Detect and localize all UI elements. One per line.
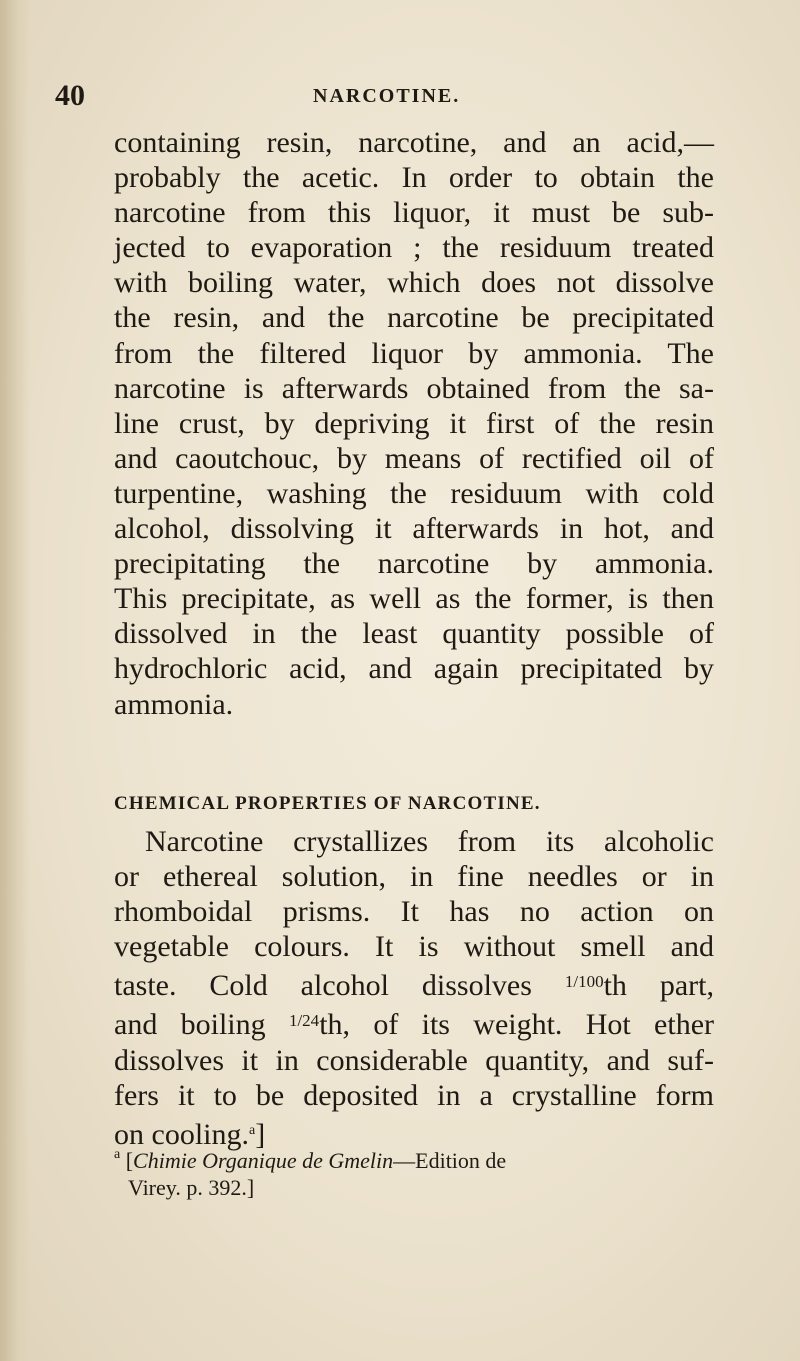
text-line: line crust, by depriving it first of the resin [114,406,714,440]
text-line: the resin, and the narcotine be precipitated [114,301,714,335]
footnote-open-bracket: [ [125,1148,134,1173]
fraction-one-hundredth: 1/100 [564,972,604,992]
paragraph-1 [114,125,714,722]
text-line-with-fraction [114,1003,714,1042]
running-head [55,79,755,119]
running-title: NARCOTINE. [313,85,461,107]
footnote-work-title: Chimie Organique de Gmelin [133,1148,394,1173]
text-fragment: and boiling [114,1008,266,1042]
page-number: 40 [55,79,85,112]
footnote-line [114,1141,764,1174]
section-heading: CHEMICAL PROPERTIES OF NARCOTINE. [114,793,541,814]
fraction-one-twenty-fourth: 1/24 [288,1011,320,1031]
text-line: jected to evaporation ; the residuum treated [114,231,714,265]
footnote-marker: a [114,1147,121,1162]
text-line: This precipitate, as well as the former, is then [114,582,714,616]
text-line: turpentine, washing the residuum with cold [114,476,714,510]
text-line: dissolves it in considerable quantity, and suf- [114,1043,714,1077]
text-line: narcotine is afterwards obtained from the sa- [114,371,714,405]
text-line: dissolved in the least quantity possible of [114,617,714,651]
text-fragment: on cooling. [114,1117,249,1151]
text-line: probably the acetic. In order to obtain the [114,161,714,195]
text-line: rhomboidal prisms. It has no action on [114,895,714,929]
page-gutter-shadow [0,0,30,1361]
paragraph-2 [114,824,714,1152]
text-line: containing resin, narcotine, and an acid,— [114,126,714,159]
text-line: vegetable colours. It is without smell and [114,930,714,964]
text-line: narcotine from this liquor, it must be sub- [114,196,714,230]
text-fragment: th, of its weight. Hot ether [319,1008,715,1042]
footnote-line: Virey. p. 392.] [128,1175,255,1200]
text-line: hydrochloric acid, and again precipitated by [114,652,714,686]
text-line-with-fraction [114,964,714,1003]
text-line: precipitating the narcotine by ammonia. [114,547,714,581]
text-line: fers it to be deposited in a crystalline form [114,1078,714,1112]
text-fragment: taste. Cold alcohol dissolves [114,969,532,1003]
footnote-edition: —Edition de [393,1148,507,1173]
text-line: ammonia. [114,687,234,721]
text-line: with boiling water, which does not dissolve [114,266,714,300]
text-line: alcohol, dissolving it afterwards in hot, and [114,512,714,546]
footnote [114,1141,764,1201]
closing-bracket: ] [255,1117,266,1151]
text-line: and caoutchouc, by means of rectified oil of [114,441,714,475]
text-fragment: th part, [603,969,714,1003]
footnote-reference: a [249,1122,256,1138]
text-line: or ethereal solution, in fine needles or in [114,860,714,894]
text-line: Narcotine crystallizes from its alcoholic [145,825,714,858]
text-line: from the filtered liquor by ammonia. The [114,336,714,370]
